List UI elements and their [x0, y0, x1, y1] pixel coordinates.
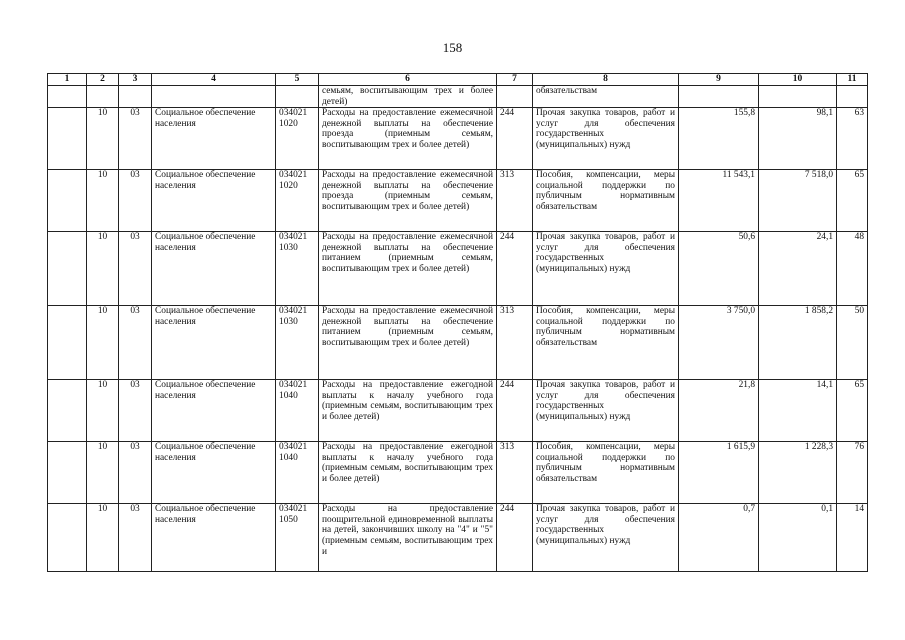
cell-subsection: 03: [119, 306, 152, 380]
page-number: 158: [442, 40, 463, 55]
table-row: [48, 442, 868, 504]
cell-name: Социальное обеспечение населения: [152, 380, 276, 442]
col-header: 3: [119, 74, 152, 86]
cell-kvr: 244: [497, 380, 533, 442]
col-header: 7: [497, 74, 533, 86]
continuation-row: [48, 86, 868, 108]
cell-plan: 3 750,0: [679, 306, 759, 380]
cell-description: семьям, воспитывающим трех и более детей): [319, 86, 497, 108]
cell-code: 034021 1040: [276, 380, 319, 442]
cell-percent: 48: [837, 232, 868, 306]
cell-expense-type: Пособия, компенсации, меры социальной поддержки по публичным нормативным обязательствам: [533, 442, 679, 504]
cell-expense-type: Прочая закупка товаров, работ и услуг для обеспечения государственных (муниципальных) нужд: [533, 108, 679, 170]
cell-kvr: 313: [497, 306, 533, 380]
cell-subsection: 03: [119, 232, 152, 306]
cell-fact: 24,1: [759, 232, 837, 306]
cell-plan: 50,6: [679, 232, 759, 306]
cell-kvr: 313: [497, 442, 533, 504]
cell-percent: 76: [837, 442, 868, 504]
cell-subsection: 03: [119, 504, 152, 572]
cell-name: Социальное обеспечение населения: [152, 170, 276, 232]
cell-plan: 155,8: [679, 108, 759, 170]
budget-table: [47, 73, 868, 572]
cell-code: 034021 1030: [276, 306, 319, 380]
table-row: [48, 504, 868, 572]
table-row: [48, 380, 868, 442]
cell-section: 10: [87, 108, 119, 170]
cell-name: Социальное обеспечение населения: [152, 504, 276, 572]
cell-fact: 1 228,3: [759, 442, 837, 504]
table-row: [48, 232, 868, 306]
cell-code: 034021 1030: [276, 232, 319, 306]
cell-expense-type: Пособия, компенсации, меры социальной поддержки по публичным нормативным обязательствам: [533, 306, 679, 380]
cell-percent: 50: [837, 306, 868, 380]
cell-description: Расходы на предоставление ежемесячной денежной выплаты на обеспечение проезда (приемным семьям, воспитывающим трех и более детей): [319, 170, 497, 232]
cell-fact: 1 858,2: [759, 306, 837, 380]
cell-expense-type: Прочая закупка товаров, работ и услуг для обеспечения государственных (муниципальных) нужд: [533, 232, 679, 306]
cell-kvr: 244: [497, 232, 533, 306]
cell-code: 034021 1040: [276, 442, 319, 504]
cell-name: Социальное обеспечение населения: [152, 108, 276, 170]
cell-fact: 7 518,0: [759, 170, 837, 232]
cell-code: 034021 1020: [276, 108, 319, 170]
cell-description: Расходы на предоставление ежемесячной денежной выплаты на обеспечение питанием (приемным семьям, воспитывающим трех и более детей): [319, 232, 497, 306]
cell-section: 10: [87, 306, 119, 380]
cell-subsection: 03: [119, 442, 152, 504]
cell-description: Расходы на предоставление ежемесячной денежной выплаты на обеспечение проезда (приемным семьям, воспитывающим трех и более детей): [319, 108, 497, 170]
cell-kvr: 313: [497, 170, 533, 232]
cell-name: Социальное обеспечение населения: [152, 442, 276, 504]
cell-section: 10: [87, 232, 119, 306]
cell-subsection: 03: [119, 108, 152, 170]
col-header: 5: [276, 74, 319, 86]
col-header: 11: [837, 74, 868, 86]
cell-description: Расходы на предоставление ежегодной выплаты к началу учебного года (приемным семьям, воспитывающим трех и более детей): [319, 380, 497, 442]
table-row: [48, 108, 868, 170]
col-header: 1: [48, 74, 87, 86]
col-header: 2: [87, 74, 119, 86]
cell-section: 10: [87, 504, 119, 572]
col-header: 6: [319, 74, 497, 86]
table-row: [48, 170, 868, 232]
col-header: 8: [533, 74, 679, 86]
cell-percent: 65: [837, 380, 868, 442]
cell-expense-type: обязательствам: [533, 86, 679, 108]
cell-fact: 14,1: [759, 380, 837, 442]
cell-percent: 14: [837, 504, 868, 572]
cell-subsection: 03: [119, 380, 152, 442]
cell-plan: 21,8: [679, 380, 759, 442]
cell-expense-type: Пособия, компенсации, меры социальной поддержки по публичным нормативным обязательствам: [533, 170, 679, 232]
cell-kvr: 244: [497, 108, 533, 170]
col-header: 4: [152, 74, 276, 86]
cell-expense-type: Прочая закупка товаров, работ и услуг для обеспечения государственных (муниципальных) нужд: [533, 504, 679, 572]
cell-plan: 0,7: [679, 504, 759, 572]
cell-expense-type: Прочая закупка товаров, работ и услуг для обеспечения государственных (муниципальных) нужд: [533, 380, 679, 442]
cell-kvr: 244: [497, 504, 533, 572]
table-row: [48, 306, 868, 380]
cell-plan: 1 615,9: [679, 442, 759, 504]
cell-name: Социальное обеспечение населения: [152, 232, 276, 306]
cell-percent: 65: [837, 170, 868, 232]
cell-name: Социальное обеспечение населения: [152, 306, 276, 380]
cell-description: Расходы на предоставление ежегодной выплаты к началу учебного года (приемным семьям, воспитывающим трех и более детей): [319, 442, 497, 504]
cell-percent: 63: [837, 108, 868, 170]
cell-code: 034021 1020: [276, 170, 319, 232]
col-header: 9: [679, 74, 759, 86]
col-header: 10: [759, 74, 837, 86]
cell-code: 034021 1050: [276, 504, 319, 572]
cell-fact: 98,1: [759, 108, 837, 170]
cell-plan: 11 543,1: [679, 170, 759, 232]
cell-section: 10: [87, 170, 119, 232]
cell-section: 10: [87, 380, 119, 442]
cell-fact: 0,1: [759, 504, 837, 572]
cell-description: Расходы на предоставление поощрительной единовременной выплаты на детей, закончивших школу на "4" и "5" (приемным семьям, воспитывающим трех и: [319, 504, 497, 572]
cell-section: 10: [87, 442, 119, 504]
header-row: [48, 74, 868, 86]
cell-subsection: 03: [119, 170, 152, 232]
cell-description: Расходы на предоставление ежемесячной денежной выплаты на обеспечение питанием (приемным семьям, воспитывающим трех и более детей): [319, 306, 497, 380]
